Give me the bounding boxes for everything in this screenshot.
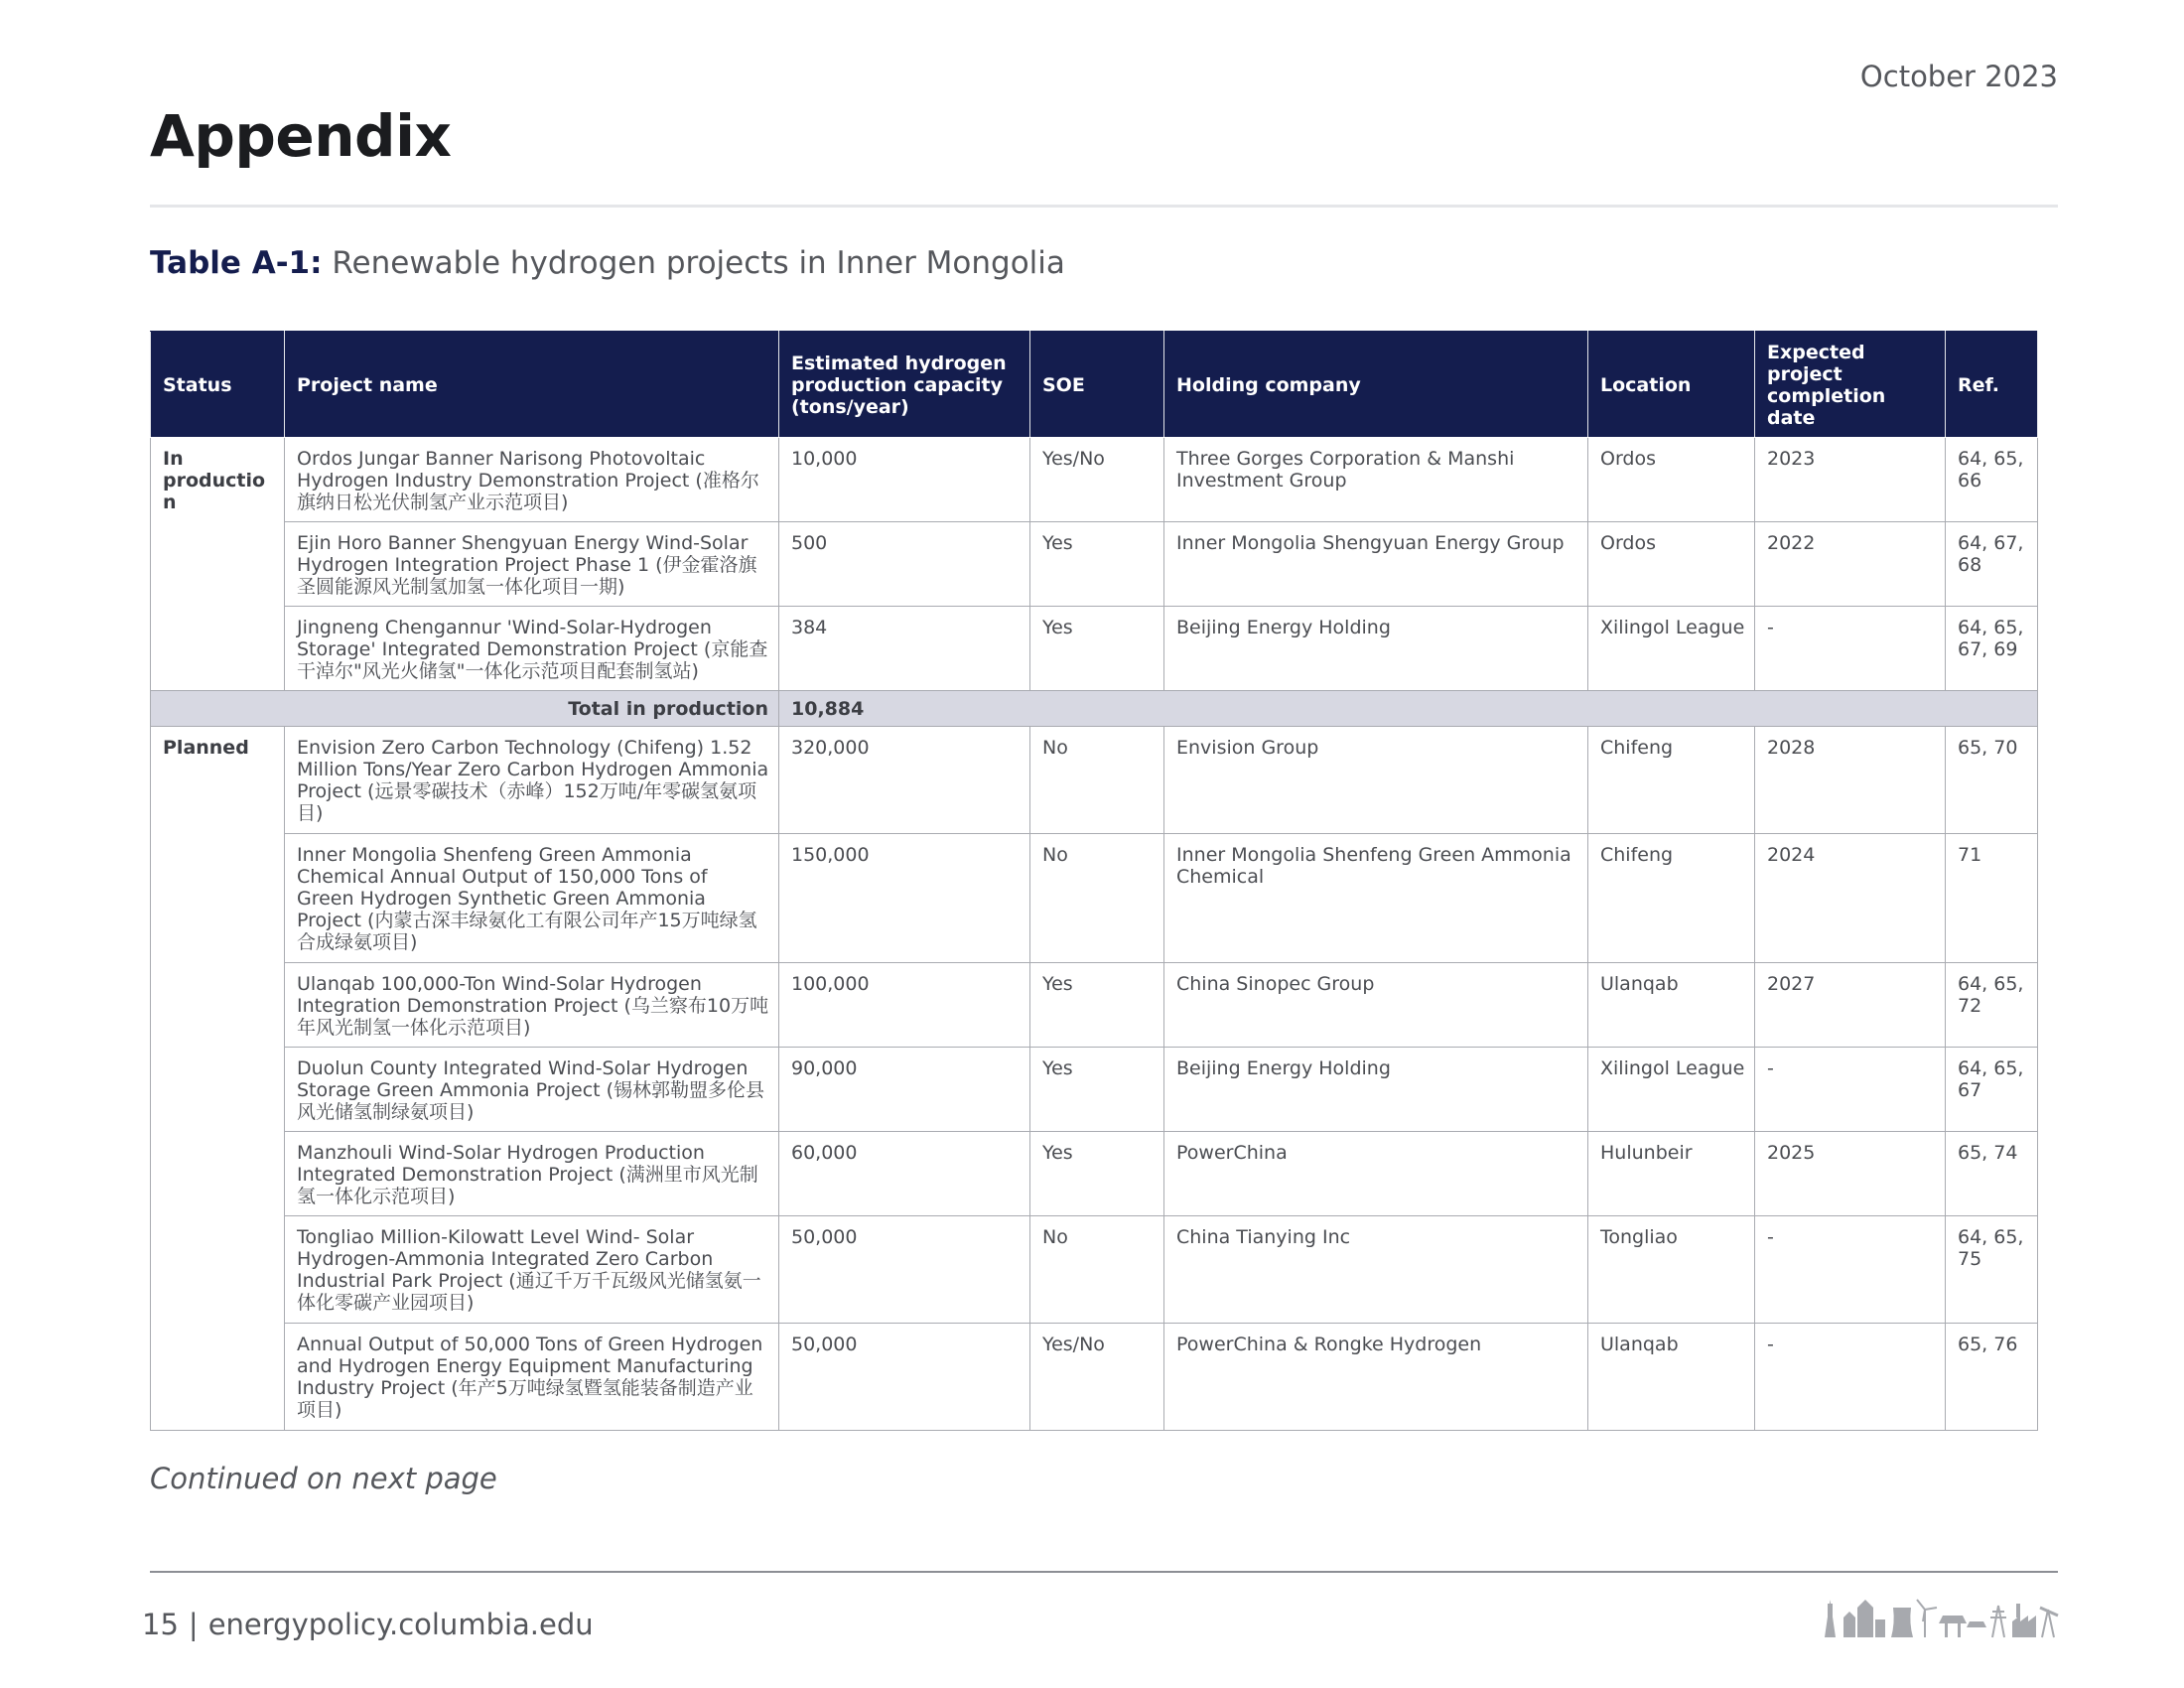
footer-divider bbox=[150, 1571, 2058, 1573]
ref-cell: 64, 65, 66 bbox=[1946, 438, 2038, 522]
date-cell: - bbox=[1755, 607, 1946, 691]
column-header-capacity: Estimated hydrogen production capacity (tons/year) bbox=[779, 332, 1030, 438]
soe-cell: Yes bbox=[1030, 1132, 1164, 1216]
status-cell-empty bbox=[151, 1216, 285, 1324]
location-cell: Ulanqab bbox=[1588, 1324, 1755, 1431]
location-cell: Chifeng bbox=[1588, 727, 1755, 834]
column-header-date: Expected project completion date bbox=[1755, 332, 1946, 438]
date-cell: 2027 bbox=[1755, 963, 1946, 1048]
table-row bbox=[151, 727, 2038, 834]
capacity-cell: 50,000 bbox=[779, 1216, 1030, 1324]
table-row bbox=[151, 1048, 2038, 1132]
date-cell: - bbox=[1755, 1048, 1946, 1132]
company-cell: PowerChina & Rongke Hydrogen bbox=[1164, 1324, 1588, 1431]
status-cell-empty bbox=[151, 607, 285, 691]
ref-cell: 65, 74 bbox=[1946, 1132, 2038, 1216]
table-row bbox=[151, 963, 2038, 1048]
ref-cell: 64, 65, 75 bbox=[1946, 1216, 2038, 1324]
continued-note: Continued on next page bbox=[150, 1462, 497, 1495]
project-cell: Jingneng Chengannur 'Wind-Solar-Hydrogen Storage' Integrated Demonstration Project (京能查干淖尔"风光火储氢"一体化示范项目配套制氢站) bbox=[285, 607, 779, 691]
table-caption-text: Renewable hydrogen projects in Inner Mongolia bbox=[332, 245, 1065, 281]
table-row bbox=[151, 1132, 2038, 1216]
capacity-cell: 384 bbox=[779, 607, 1030, 691]
status-cell-empty bbox=[151, 1132, 285, 1216]
project-cell: Inner Mongolia Shenfeng Green Ammonia Chemical Annual Output of 150,000 Tons of Green Hydrogen Synthetic Green Ammonia Project (内蒙古深丰绿氨化工有限公司年产15万吨绿氢合成绿氨项目) bbox=[285, 834, 779, 963]
energy-skyline-icon bbox=[1822, 1594, 2060, 1639]
column-header-ref: Ref. bbox=[1946, 332, 2038, 438]
capacity-cell: 100,000 bbox=[779, 963, 1030, 1048]
status-cell-empty bbox=[151, 1048, 285, 1132]
total-label: Total in production bbox=[151, 691, 779, 727]
table-caption bbox=[150, 245, 1065, 281]
title-divider bbox=[150, 205, 2058, 208]
date-cell: - bbox=[1755, 1324, 1946, 1431]
soe-cell: Yes/No bbox=[1030, 438, 1164, 522]
status-cell-empty bbox=[151, 1324, 285, 1431]
table-caption-label: Table A-1: bbox=[150, 245, 323, 281]
location-cell: Ordos bbox=[1588, 522, 1755, 607]
project-cell: Envision Zero Carbon Technology (Chifeng) 1.52 Million Tons/Year Zero Carbon Hydrogen Ammonia Project (远景零碳技术（赤峰）152万吨/年零碳氢氨项目) bbox=[285, 727, 779, 834]
ref-cell: 65, 76 bbox=[1946, 1324, 2038, 1431]
ref-cell: 71 bbox=[1946, 834, 2038, 963]
date-cell: 2025 bbox=[1755, 1132, 1946, 1216]
footer-url[interactable]: energypolicy.columbia.edu bbox=[207, 1608, 594, 1641]
project-cell: Ulanqab 100,000-Ton Wind-Solar Hydrogen Integration Demonstration Project (乌兰察布10万吨年风光制氢一体化示范项目) bbox=[285, 963, 779, 1048]
table-row bbox=[151, 1216, 2038, 1324]
table-row bbox=[151, 607, 2038, 691]
capacity-cell: 150,000 bbox=[779, 834, 1030, 963]
total-value: 10,884 bbox=[779, 691, 2038, 727]
location-cell: Xilingol League bbox=[1588, 1048, 1755, 1132]
company-cell: Envision Group bbox=[1164, 727, 1588, 834]
soe-cell: Yes bbox=[1030, 522, 1164, 607]
company-cell: China Tianying Inc bbox=[1164, 1216, 1588, 1324]
total-row bbox=[151, 691, 2038, 727]
column-header-location: Location bbox=[1588, 332, 1755, 438]
column-header-project: Project name bbox=[285, 332, 779, 438]
table-row bbox=[151, 834, 2038, 963]
date-cell: - bbox=[1755, 1216, 1946, 1324]
ref-cell: 64, 65, 67 bbox=[1946, 1048, 2038, 1132]
table-header-row bbox=[151, 332, 2038, 438]
company-cell: Inner Mongolia Shengyuan Energy Group bbox=[1164, 522, 1588, 607]
column-header-soe: SOE bbox=[1030, 332, 1164, 438]
capacity-cell: 500 bbox=[779, 522, 1030, 607]
soe-cell: Yes/No bbox=[1030, 1324, 1164, 1431]
capacity-cell: 320,000 bbox=[779, 727, 1030, 834]
page-title: Appendix bbox=[150, 102, 452, 170]
capacity-cell: 50,000 bbox=[779, 1324, 1030, 1431]
ref-cell: 65, 70 bbox=[1946, 727, 2038, 834]
soe-cell: No bbox=[1030, 727, 1164, 834]
company-cell: Inner Mongolia Shenfeng Green Ammonia Chemical bbox=[1164, 834, 1588, 963]
project-cell: Ejin Horo Banner Shengyuan Energy Wind-Solar Hydrogen Integration Project Phase 1 (伊金霍洛旗圣圆能源风光制氢加氢一体化项目一期) bbox=[285, 522, 779, 607]
ref-cell: 64, 65, 67, 69 bbox=[1946, 607, 2038, 691]
company-cell: Three Gorges Corporation & Manshi Investment Group bbox=[1164, 438, 1588, 522]
project-cell: Duolun County Integrated Wind-Solar Hydrogen Storage Green Ammonia Project (锡林郭勒盟多伦县风光储氢制绿氨项目) bbox=[285, 1048, 779, 1132]
status-cell-empty bbox=[151, 834, 285, 963]
date-cell: 2028 bbox=[1755, 727, 1946, 834]
soe-cell: Yes bbox=[1030, 963, 1164, 1048]
ref-cell: 64, 67, 68 bbox=[1946, 522, 2038, 607]
company-cell: Beijing Energy Holding bbox=[1164, 1048, 1588, 1132]
soe-cell: Yes bbox=[1030, 607, 1164, 691]
footer-separator: | bbox=[188, 1608, 199, 1641]
soe-cell: Yes bbox=[1030, 1048, 1164, 1132]
hydrogen-projects-table bbox=[150, 331, 2038, 1431]
table-row bbox=[151, 522, 2038, 607]
location-cell: Xilingol League bbox=[1588, 607, 1755, 691]
company-cell: China Sinopec Group bbox=[1164, 963, 1588, 1048]
document-date: October 2023 bbox=[1859, 60, 2058, 93]
date-cell: 2022 bbox=[1755, 522, 1946, 607]
page-number: 15 bbox=[142, 1608, 179, 1641]
project-cell: Tongliao Million-Kilowatt Level Wind- Solar Hydrogen-Ammonia Integrated Zero Carbon Industrial Park Project (通辽千万千瓦级风光储氢氨一体化零碳产业园项目) bbox=[285, 1216, 779, 1324]
location-cell: Tongliao bbox=[1588, 1216, 1755, 1324]
table-row bbox=[151, 1324, 2038, 1431]
location-cell: Ordos bbox=[1588, 438, 1755, 522]
status-cell: In production bbox=[151, 438, 285, 522]
status-cell-empty bbox=[151, 522, 285, 607]
status-cell: Planned bbox=[151, 727, 285, 834]
soe-cell: No bbox=[1030, 834, 1164, 963]
project-cell: Manzhouli Wind-Solar Hydrogen Production Integrated Demonstration Project (满洲里市风光制氢一体化示范项目) bbox=[285, 1132, 779, 1216]
page-footer bbox=[142, 1608, 594, 1641]
column-header-status: Status bbox=[151, 332, 285, 438]
status-cell-empty bbox=[151, 963, 285, 1048]
company-cell: PowerChina bbox=[1164, 1132, 1588, 1216]
column-header-company: Holding company bbox=[1164, 332, 1588, 438]
ref-cell: 64, 65, 72 bbox=[1946, 963, 2038, 1048]
location-cell: Hulunbeir bbox=[1588, 1132, 1755, 1216]
location-cell: Ulanqab bbox=[1588, 963, 1755, 1048]
table-row bbox=[151, 438, 2038, 522]
capacity-cell: 90,000 bbox=[779, 1048, 1030, 1132]
date-cell: 2024 bbox=[1755, 834, 1946, 963]
project-cell: Annual Output of 50,000 Tons of Green Hydrogen and Hydrogen Energy Equipment Manufacturing Industry Project (年产5万吨绿氢暨氢能装备制造产业项目) bbox=[285, 1324, 779, 1431]
capacity-cell: 10,000 bbox=[779, 438, 1030, 522]
date-cell: 2023 bbox=[1755, 438, 1946, 522]
project-cell: Ordos Jungar Banner Narisong Photovoltaic Hydrogen Industry Demonstration Project (准格尔旗纳日松光伏制氢产业示范项目) bbox=[285, 438, 779, 522]
company-cell: Beijing Energy Holding bbox=[1164, 607, 1588, 691]
location-cell: Chifeng bbox=[1588, 834, 1755, 963]
capacity-cell: 60,000 bbox=[779, 1132, 1030, 1216]
soe-cell: No bbox=[1030, 1216, 1164, 1324]
